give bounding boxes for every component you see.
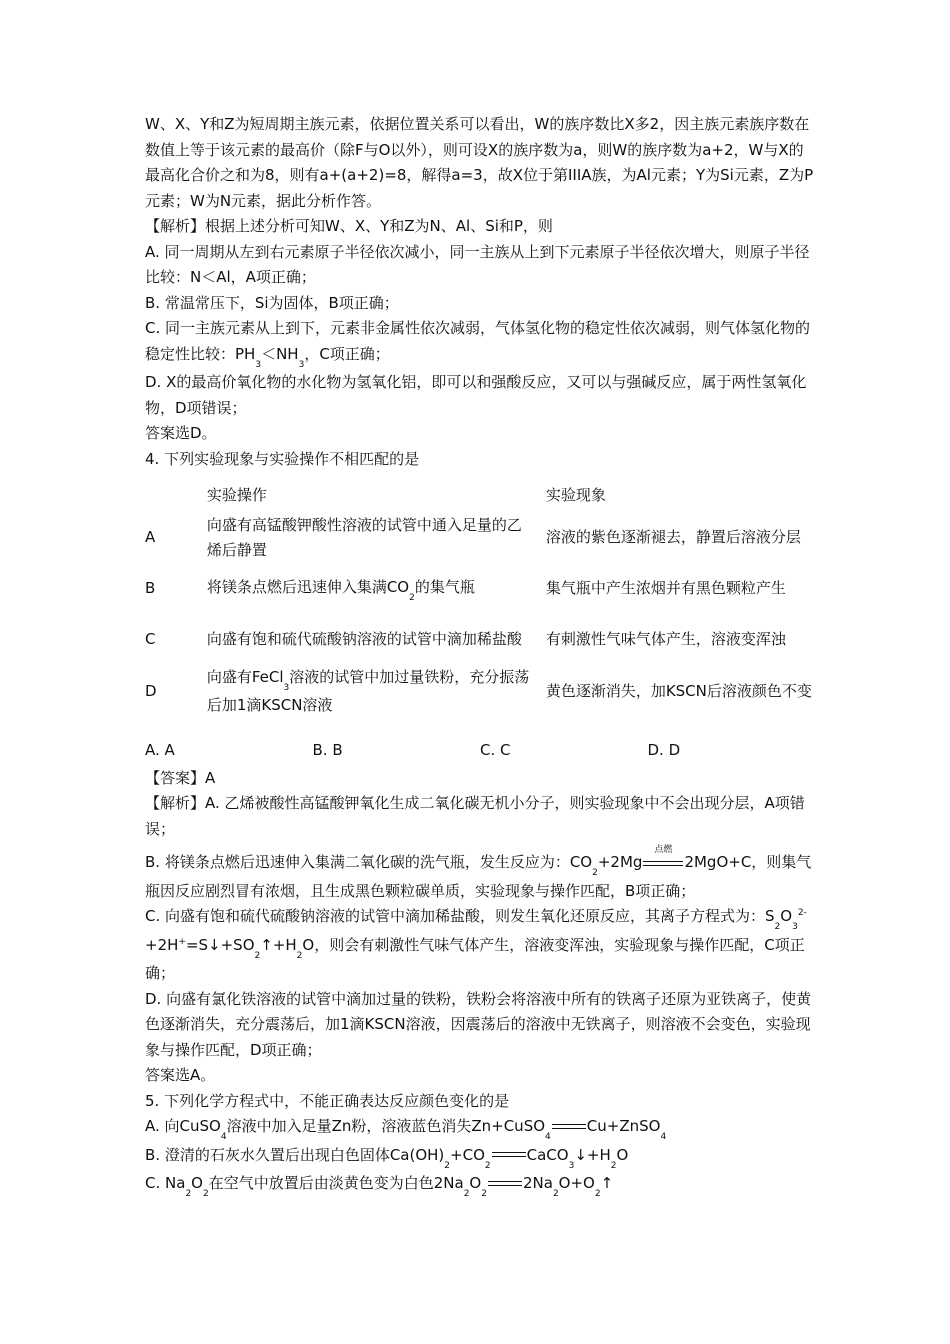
row-operation: 向盛有饱和硫代硫酸钠溶液的试管中滴加稀盐酸 xyxy=(206,630,522,648)
equals-sign xyxy=(491,1149,527,1161)
table-row xyxy=(145,563,825,614)
header-operation: 实验操作 xyxy=(206,485,267,504)
table-row xyxy=(145,614,825,665)
row-label: D xyxy=(145,682,157,700)
row-operation: 向盛有高锰酸钾酸性溶液的试管中通入足量的乙烯后静置 xyxy=(206,515,522,559)
q5-stem: 5. 下列化学方程式中，不能正确表达反应颜色变化的是 xyxy=(145,1091,510,1110)
q3-option-c-explanation: C. 同一主族元素从上到下，元素非金属性依次减弱，气体氢化物的稳定性依次减弱，则气体氢化物的稳定性比较：$PH_3<NH_3$，C项正确； xyxy=(145,319,811,370)
q4-analysis-c: C. 向盛有饱和硫代硫酸钠溶液的试管中滴加稀盐酸，则发生氧化还原反应，其离子方程式为：$S_2O_3^{2-}+2H^+=S↓+SO_2↑+H_2O$，则会有刺激性气味气体产生，溶液变浑浊，实验现象与操作匹配，C项正确； xyxy=(145,907,807,982)
equals-sign xyxy=(551,1121,587,1133)
q4-analysis-a: 【解析】A. 乙烯被酸性高锰酸钾氧化生成二氧化碳无机小分子，则实验现象中不会出现分层，A项错误； xyxy=(145,794,805,838)
table-header-row xyxy=(145,478,825,512)
row-operation: 向盛有FeCl$_3$溶液的试管中加过量铁粉，充分振荡后加1滴KSCN溶液 xyxy=(206,668,530,714)
row-label: B xyxy=(145,579,156,597)
q5-option-c: C. $Na_2O_2$在空气中放置后由淡黄色变为白色$2Na_2O_2$ $2Na_2O+O_2↑$ xyxy=(145,1174,614,1199)
table-row xyxy=(145,512,825,563)
header-phenomenon: 实验现象 xyxy=(545,485,606,504)
option-a: A. A xyxy=(145,741,175,759)
reaction-arrow: 点燃 xyxy=(642,856,684,870)
option-b: B. B xyxy=(312,741,343,759)
q4-options xyxy=(145,738,815,764)
table-row xyxy=(145,665,825,718)
q3-option-a-explanation: A. 同一周期从左到右元素原子半径依次减小，同一主族从上到下元素原子半径依次增大，则原子半径比较：N＜Al，A项正确； xyxy=(145,242,810,286)
row-phenomenon: 黄色逐渐消失，加KSCN后溶液颜色不变 xyxy=(545,682,812,700)
q4-analysis-b: B. 将镁条点燃后迅速伸入集满二氧化碳的洗气瓶，发生反应为：$CO_2+2Mg$ 点燃 2MgO+C，则集气瓶因反应剧烈冒有浓烟，且生成黑色颗粒碳单质，实验现象与操作匹配，B项正确； xyxy=(145,844,812,900)
intro-paragraph: W、X、Y和Z为短周期主族元素，依据位置关系可以看出，W的族序数比X多2，因主族元素族序数在数值上等于该元素的最高价（除F与O以外），则可设X的族序数为a，则W的族序数为a+2，W与X的最高化合价之和为8，则有a+(a+2)=8，解得a=3，故X位于第IIIA族，为Al元素；Y为Si元素，Z为P元素；W为N元素，据此分析作答。 xyxy=(145,115,814,210)
row-label: A xyxy=(145,528,156,546)
q5-option-a: A. 向CuSO$_4$溶液中加入足量Zn粉，溶液蓝色消失Zn+CuSO$_4$ Cu+ZnSO$_4$ xyxy=(145,1117,667,1142)
row-phenomenon: 有刺激性气味气体产生，溶液变浑浊 xyxy=(545,630,786,648)
q3-analysis-heading: 【解析】根据上述分析可知W、X、Y和Z为N、Al、Si和P，则 xyxy=(145,217,553,235)
q3-option-b-explanation: B. 常温常压下，Si为固体，B项正确； xyxy=(145,293,399,312)
equals-sign xyxy=(487,1178,523,1190)
q3-option-d-explanation: D. X的最高价氧化物的水化物为氢氧化铝，即可以和强酸反应，又可以与强碱反应，属于两性氢氧化物，D项错误； xyxy=(145,373,807,417)
q4-final-answer: 答案选A。 xyxy=(145,1066,216,1084)
row-label: C xyxy=(145,630,156,648)
q4-answer: 【答案】A xyxy=(145,768,216,787)
option-c: C. C xyxy=(480,741,511,759)
option-d: D. D xyxy=(647,741,681,759)
q3-answer: 答案选D。 xyxy=(145,424,217,442)
q4-analysis-d: D. 向盛有氯化铁溶液的试管中滴加过量的铁粉，铁粉会将溶液中所有的铁离子还原为亚铁离子，使黄色逐渐消失，充分震荡后，加1滴KSCN溶液，因震荡后的溶液中无铁离子，则溶液不会变色，实验现象与操作匹配，D项正确； xyxy=(145,989,812,1059)
experiment-table xyxy=(145,478,825,718)
row-phenomenon: 集气瓶中产生浓烟并有黑色颗粒产生 xyxy=(545,579,786,597)
q4-stem: 4. 下列实验现象与实验操作不相匹配的是 xyxy=(145,449,420,468)
q5-option-b: B. 澄清的石灰水久置后出现白色固体$Ca(OH)_2+CO_2$ $CaCO_3↓+H_2O$ xyxy=(145,1145,629,1171)
row-operation: 将镁条点燃后迅速伸入集满$CO_2$的集气瓶 xyxy=(206,577,475,603)
document-page xyxy=(145,112,815,1200)
row-phenomenon: 溶液的紫色逐渐褪去，静置后溶液分层 xyxy=(545,528,801,546)
